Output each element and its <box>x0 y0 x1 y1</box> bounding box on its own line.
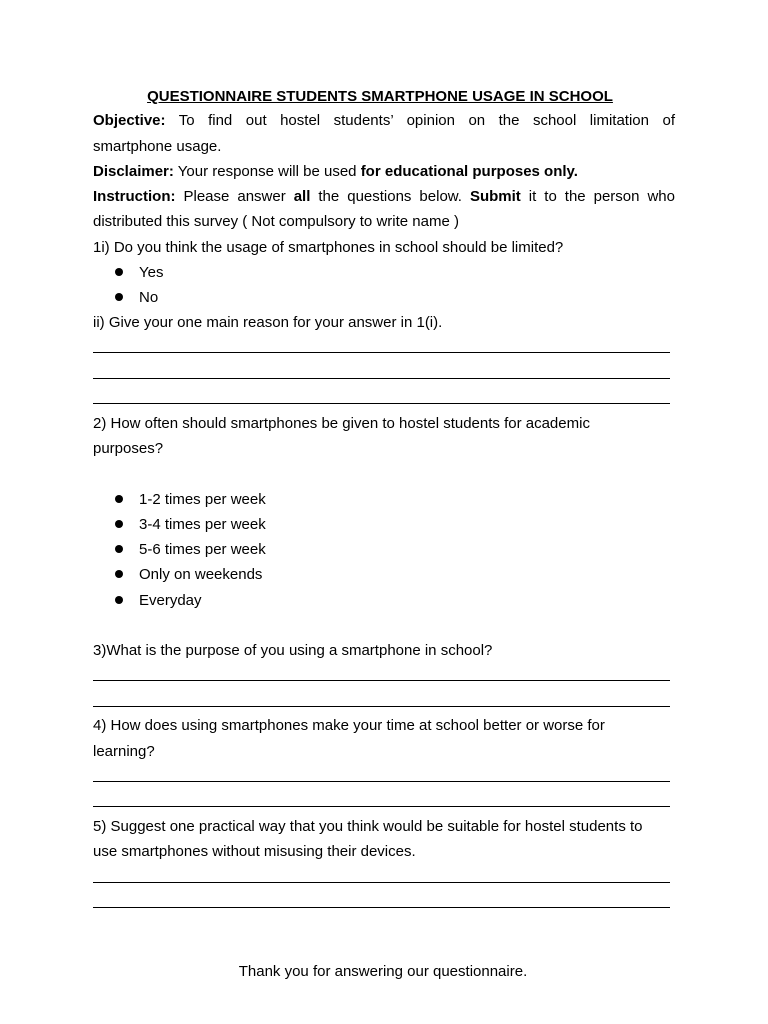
instruction-bold-all: all <box>293 188 311 205</box>
q2-question-line-1: 2) How often should smartphones be given to hostel students for academic <box>93 415 590 432</box>
instruction-line-2: distributed this survey ( Not compulsory to write name ) <box>93 213 459 230</box>
answer-line[interactable] <box>93 907 670 908</box>
bullet-icon <box>115 545 123 553</box>
q1-followup: ii) Give your one main reason for your answer in 1(i). <box>93 314 443 331</box>
bullet-icon <box>115 596 123 604</box>
closing-message: Thank you for answering our questionnaire. <box>238 963 528 980</box>
bullet-icon <box>115 495 123 503</box>
answer-line[interactable] <box>93 882 670 883</box>
objective-line <box>93 108 675 133</box>
q1-question: 1i) Do you think the usage of smartphones in school should be limited? <box>93 239 564 256</box>
instruction-bold-submit: Submit <box>469 188 521 205</box>
q1-option-yes: Yes <box>139 264 164 281</box>
answer-line[interactable] <box>93 352 670 353</box>
q3-question: 3)What is the purpose of you using a smartphone in school? <box>93 642 493 659</box>
instruction-text-c: it to the person who <box>520 188 675 205</box>
disclaimer-line <box>93 159 675 184</box>
instruction-text-a: Please answer <box>183 188 294 205</box>
bullet-icon <box>115 570 123 578</box>
instruction-line <box>93 184 675 209</box>
q2-option: 5-6 times per week <box>139 541 266 558</box>
objective-line-2: smartphone usage. <box>93 138 222 155</box>
disclaimer-emphasis: for educational purposes only. <box>360 163 578 180</box>
q5-question-line-2: use smartphones without misusing their devices. <box>93 843 416 860</box>
instruction-label: Instruction: <box>93 188 176 205</box>
q2-option: Only on weekends <box>139 566 263 583</box>
bullet-icon <box>115 268 123 276</box>
answer-line[interactable] <box>93 781 670 782</box>
objective-label: Objective: <box>93 112 166 129</box>
q5-question-line-1: 5) Suggest one practical way that you think would be suitable for hostel students to <box>93 818 643 835</box>
answer-line[interactable] <box>93 706 670 707</box>
answer-line[interactable] <box>93 806 670 807</box>
objective-text: To find out hostel students’ opinion on the school limitation of <box>178 112 675 129</box>
instruction-text-b: the questions below. <box>310 188 470 205</box>
answer-line[interactable] <box>93 403 670 404</box>
q2-option: 3-4 times per week <box>139 516 266 533</box>
answer-line[interactable] <box>93 378 670 379</box>
q4-question-line-2: learning? <box>93 743 155 760</box>
q2-option: 1-2 times per week <box>139 491 266 508</box>
q2-option: Everyday <box>139 592 202 609</box>
answer-line[interactable] <box>93 680 670 681</box>
disclaimer-text: Your response will be used <box>177 163 361 180</box>
q4-question-line-1: 4) How does using smartphones make your time at school better or worse for <box>93 717 605 734</box>
bullet-icon <box>115 520 123 528</box>
disclaimer-label: Disclaimer: <box>93 163 174 180</box>
page-title: QUESTIONNAIRE STUDENTS SMARTPHONE USAGE IN SCHOOL <box>147 88 613 105</box>
bullet-icon <box>115 293 123 301</box>
q1-option-no: No <box>139 289 159 306</box>
q2-question-line-2: purposes? <box>93 440 164 457</box>
